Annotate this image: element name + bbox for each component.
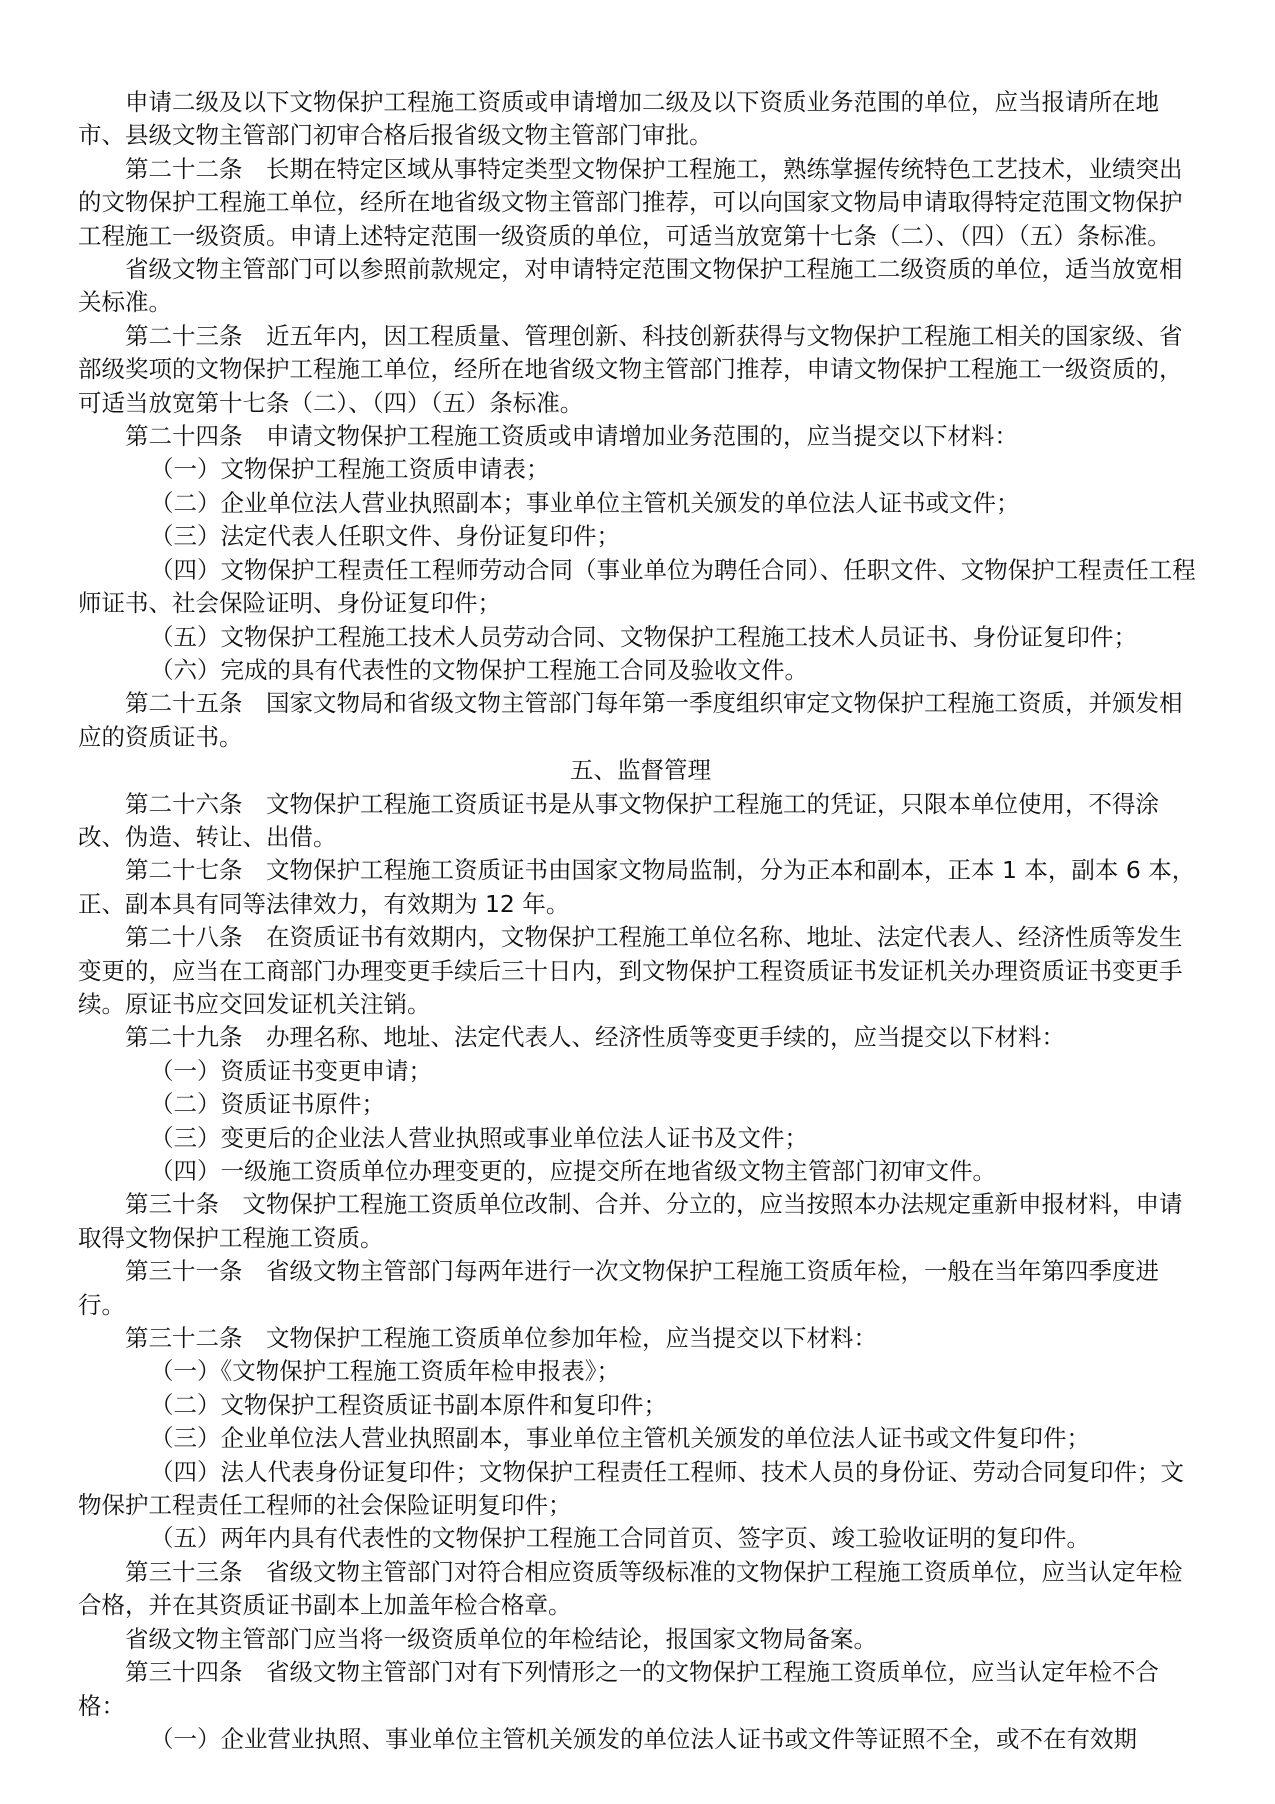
article-34: 第三十四条 省级文物主管部门对有下列情形之一的文物保护工程施工资质单位，应当认定年检不合格： (78, 1658, 1159, 1720)
list-item: （五）文物保护工程施工技术人员劳动合同、文物保护工程施工技术人员证书、身份证复印件； (150, 622, 1137, 651)
list-item: （一）文物保护工程施工资质申请表； (150, 455, 550, 484)
list-item: （五）两年内具有代表性的文物保护工程施工合同首页、签字页、竣工验收证明的复印件。 (150, 1524, 1090, 1553)
article-29: 第二十九条 办理名称、地址、法定代表人、经济性质等变更手续的，应当提交以下材料： (125, 1023, 1065, 1052)
list-item: （二）企业单位法人营业执照副本；事业单位主管机关颁发的单位法人证书或文件； (150, 488, 1020, 517)
article-24: 第二十四条 申请文物保护工程施工资质或申请增加业务范围的，应当提交以下材料： (125, 422, 1018, 451)
paragraph: 申请二级及以下文物保护工程施工资质或申请增加二级及以下资质业务范围的单位，应当报请所在地市、县级文物主管部门初审合格后报省级文物主管部门审批。 (78, 88, 1159, 150)
article-27: 第二十七条 文物保护工程施工资质证书由国家文物局监制，分为正本和副本，正本 1 本，副本 6 本，正、副本具有同等法律效力，有效期为 12 年。 (78, 856, 1196, 918)
paragraph: 省级文物主管部门可以参照前款规定，对申请特定范围文物保护工程施工二级资质的单位，适当放宽相关标准。 (78, 255, 1183, 317)
list-item: （三）法定代表人任职文件、身份证复印件； (150, 522, 620, 551)
article-25: 第二十五条 国家文物局和省级文物主管部门每年第一季度组织审定文物保护工程施工资质，并颁发相应的资质证书。 (78, 689, 1183, 751)
list-item: （四）一级施工资质单位办理变更的，应提交所在地省级文物主管部门初审文件。 (150, 1157, 996, 1185)
list-item: （一）资质证书变更申请； (150, 1056, 432, 1085)
article-23: 第二十三条 近五年内，因工程质量、管理创新、科技创新获得与文物保护工程施工相关的国家级、省部级奖项的文物保护工程施工单位，经所在地省级文物主管部门推荐，申请文物保护工程施工一级资质的，可适当放宽第十七条（二）、（四）（五）条标准。 (78, 321, 1183, 417)
section-heading: 五、监督管理 (570, 756, 711, 785)
paragraph: 省级文物主管部门应当将一级资质单位的年检结论，报国家文物局备案。 (125, 1624, 877, 1653)
article-30: 第三十条 文物保护工程施工资质单位改制、合并、分立的，应当按照本办法规定重新申报材料，申请取得文物保护工程施工资质。 (78, 1190, 1183, 1252)
list-item: （六）完成的具有代表性的文物保护工程施工合同及验收文件。 (150, 655, 808, 684)
article-26: 第二十六条 文物保护工程施工资质证书是从事文物保护工程施工的凭证，只限本单位使用，不得涂改、伪造、转让、出借。 (78, 789, 1159, 851)
article-22: 第二十二条 长期在特定区域从事特定类型文物保护工程施工，熟练掌握传统特色工艺技术，业绩突出的文物保护工程施工单位，经所在地省级文物主管部门推荐，可以向国家文物局申请取得特定范围文物保护工程施工一级资质。申请上述特定范围一级资质的单位，可适当放宽第十七条（二）、（四）（五）条标准。 (78, 154, 1183, 250)
list-item: （四）法人代表身份证复印件；文物保护工程责任工程师、技术人员的身份证、劳动合同复印件；文物保护工程责任工程师的社会保险证明复印件； (78, 1457, 1184, 1520)
article-33: 第三十三条 省级文物主管部门对符合相应资质等级标准的文物保护工程施工资质单位，应当认定年检合格，并在其资质证书副本上加盖年检合格章。 (78, 1557, 1183, 1620)
list-item: （四）文物保护工程责任工程师劳动合同（事业单位为聘任合同）、任职文件、文物保护工程责任工程师证书、社会保险证明、身份证复印件； (78, 555, 1196, 618)
list-item: （三）企业单位法人营业执照副本，事业单位主管机关颁发的单位法人证书或文件复印件； (150, 1424, 1090, 1453)
article-31: 第三十一条 省级文物主管部门每两年进行一次文物保护工程施工资质年检，一般在当年第四季度进行。 (78, 1257, 1159, 1319)
article-32: 第三十二条 文物保护工程施工资质单位参加年检，应当提交以下材料： (125, 1324, 877, 1353)
list-item: （一）《文物保护工程施工资质年检申报表》； (150, 1357, 620, 1386)
list-item: （二）资质证书原件； (150, 1090, 385, 1119)
article-28: 第二十八条 在资质证书有效期内，文物保护工程施工单位名称、地址、法定代表人、经济性质等发生变更的，应当在工商部门办理变更手续后三十日内，到文物保护工程资质证书发证机关办理资质证书变更手续。原证书应交回发证机关注销。 (78, 923, 1183, 1018)
list-item: （二）文物保护工程资质证书副本原件和复印件； (150, 1390, 667, 1419)
list-item: （一）企业营业执照、事业单位主管机关颁发的单位法人证书或文件等证照不全，或不在有效期 (150, 1724, 1137, 1753)
list-item: （三）变更后的企业法人营业执照或事业单位法人证书及文件； (150, 1123, 808, 1152)
